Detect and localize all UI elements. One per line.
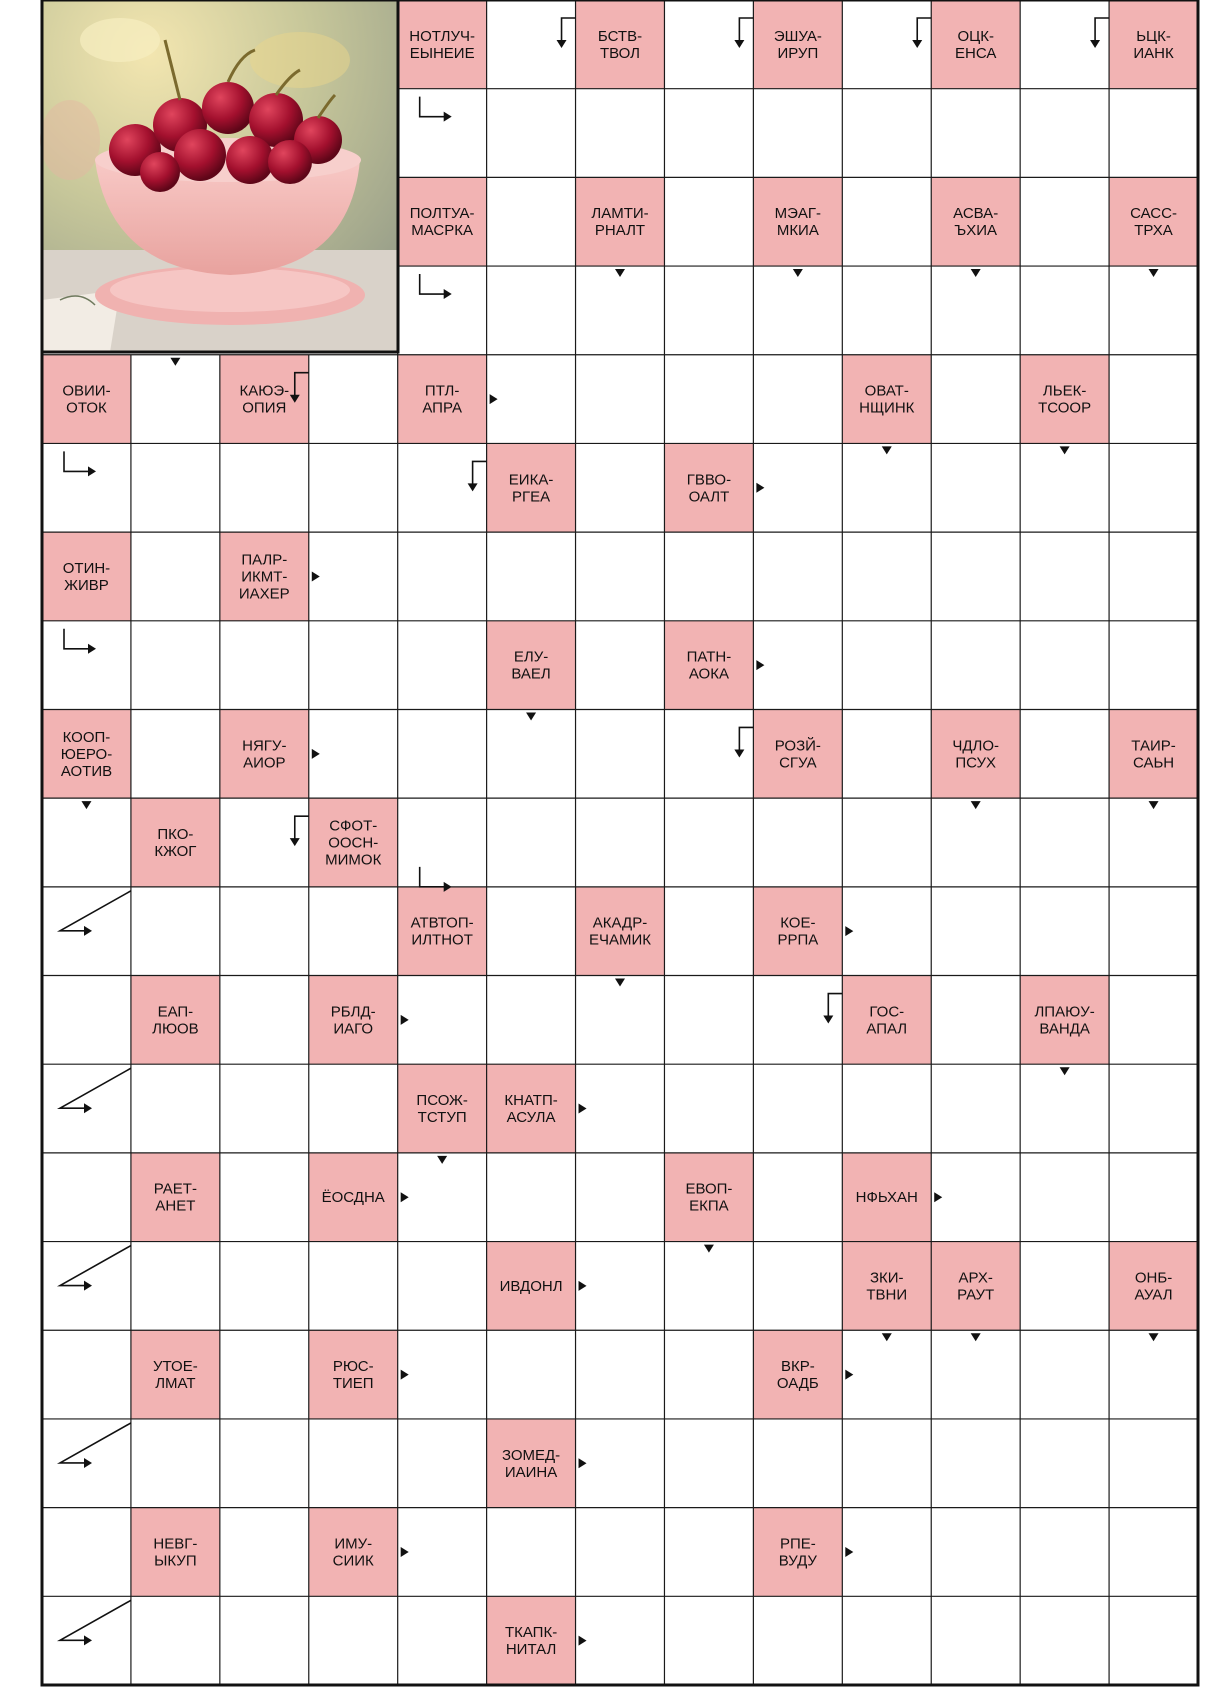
clue-cell bbox=[309, 976, 398, 1065]
clue-cell bbox=[576, 0, 665, 89]
clue-text: ГВВО- bbox=[686, 471, 732, 489]
clue-text: НЩИНК bbox=[859, 399, 915, 417]
clue-cell bbox=[1020, 355, 1109, 444]
clue-text: ИАИНА bbox=[504, 1463, 558, 1481]
clue-text: ОАДБ bbox=[776, 1375, 819, 1393]
clue-text: НЕВГ- bbox=[153, 1535, 198, 1553]
clue-cell bbox=[487, 621, 576, 710]
clue-text: НОТЛУЧ- bbox=[409, 27, 476, 45]
arrow-tri-right bbox=[579, 1281, 587, 1291]
clue-text: НФЬХАН bbox=[855, 1189, 918, 1207]
clue-cell bbox=[753, 0, 842, 89]
clue-text: СГУА bbox=[779, 754, 817, 772]
clue-text: ПТЛ- bbox=[424, 382, 460, 400]
clue-text: РГЕА bbox=[512, 488, 551, 506]
clue-cell bbox=[309, 1508, 398, 1597]
clue-text: ЛПАЮУ- bbox=[1034, 1003, 1095, 1021]
arrow-tri-right bbox=[934, 1192, 942, 1202]
arrow-tri-right bbox=[312, 571, 320, 581]
clue-cell bbox=[131, 1330, 220, 1419]
clue-cell bbox=[220, 709, 309, 798]
cherry-bowl-photo bbox=[40, 0, 398, 352]
clue-text: ОВИИ- bbox=[62, 382, 111, 400]
arrow-diag bbox=[60, 1600, 131, 1645]
clue-cell bbox=[398, 0, 487, 89]
clue-text: ОТИН- bbox=[62, 559, 111, 577]
clue-text: ЮЕРО- bbox=[60, 745, 113, 763]
clue-text: ЕЫНЕИЕ bbox=[409, 44, 475, 62]
clue-text: ВАНДА bbox=[1039, 1020, 1090, 1038]
arrow-tri-down bbox=[882, 446, 892, 454]
arrow-tri-right bbox=[756, 660, 764, 670]
clue-text: АОТИВ bbox=[60, 762, 113, 780]
clue-cell bbox=[1020, 976, 1109, 1065]
clue-text: РАУТ bbox=[957, 1286, 995, 1304]
clue-text: ПАТН- bbox=[686, 648, 732, 666]
clue-cell bbox=[1109, 1242, 1198, 1331]
clue-text: ЛЬЕК- bbox=[1042, 382, 1087, 400]
clue-cell bbox=[487, 1596, 576, 1685]
clue-text: ЕКПА bbox=[689, 1197, 729, 1215]
clue-text: ЪХИА bbox=[954, 222, 998, 240]
clue-text: МИМОК bbox=[325, 851, 382, 869]
arrow-tri-down bbox=[1149, 269, 1159, 277]
clue-text: ИАХЕР bbox=[238, 585, 290, 603]
clue-text: ТВНИ bbox=[866, 1286, 908, 1304]
clue-text: ТВОЛ bbox=[599, 44, 641, 62]
arrow-tri-right bbox=[401, 1015, 409, 1025]
clue-text: БСТВ- bbox=[597, 27, 643, 45]
clue-text: МЭАГ- bbox=[774, 205, 822, 223]
clue-text: РЮС- bbox=[332, 1358, 374, 1376]
clue-text: ГОС- bbox=[869, 1003, 905, 1021]
clue-cell bbox=[931, 177, 1020, 266]
clue-text: АКАДР- bbox=[592, 914, 648, 932]
clue-text: ПСОЖ- bbox=[416, 1092, 468, 1110]
arrow-bend-right bbox=[64, 451, 96, 476]
arrow-tri-down bbox=[1149, 1333, 1159, 1341]
clue-text: ПКО- bbox=[157, 826, 194, 843]
clue-text: РПЕ- bbox=[779, 1535, 816, 1553]
arrow-tri-right bbox=[579, 1458, 587, 1468]
clue-text: РОЗЙ- bbox=[774, 737, 821, 755]
arrow-bend-right bbox=[64, 629, 96, 654]
clue-text: ВКР- bbox=[780, 1358, 815, 1376]
clue-text: САЬН bbox=[1132, 754, 1175, 772]
clue-text: САСС- bbox=[1130, 205, 1177, 223]
clue-cell bbox=[931, 1242, 1020, 1331]
clue-text: КАЮЭ- bbox=[239, 382, 290, 400]
clue-cell bbox=[309, 798, 398, 887]
clue-text: ЕЛУ- bbox=[513, 648, 549, 666]
arrow-tri-right bbox=[401, 1547, 409, 1557]
arrow-bend-right bbox=[420, 274, 452, 299]
clue-text: АНЕТ bbox=[155, 1197, 196, 1215]
arrow-tri-right bbox=[490, 394, 498, 404]
arrow-diag bbox=[60, 1068, 131, 1113]
arrow-down bbox=[290, 816, 309, 846]
clue-text: АСВА- bbox=[953, 205, 999, 223]
clue-cell bbox=[398, 887, 487, 976]
clue-text: АИОР bbox=[243, 754, 286, 772]
arrow-tri-down bbox=[704, 1245, 714, 1253]
clue-cell bbox=[398, 1064, 487, 1153]
arrow-tri-down bbox=[1060, 446, 1070, 454]
arrow-down bbox=[1090, 18, 1109, 48]
clue-cell bbox=[487, 1419, 576, 1508]
arrow-tri-down bbox=[1060, 1067, 1070, 1075]
clue-cell bbox=[309, 1153, 398, 1242]
clue-text: ТРХА bbox=[1134, 222, 1173, 240]
clue-text: ЕАП- bbox=[157, 1003, 194, 1021]
arrow-tri-down bbox=[81, 801, 91, 809]
clue-cell bbox=[487, 1242, 576, 1331]
clue-cell bbox=[309, 1330, 398, 1419]
clue-text: АСУЛА bbox=[506, 1109, 556, 1127]
clue-text: ОВАТ- bbox=[864, 382, 909, 400]
clue-text: ТИЕП bbox=[332, 1375, 374, 1393]
clue-cell bbox=[1109, 709, 1198, 798]
clue-text: ИРУП bbox=[777, 44, 819, 62]
clue-text: ЧДЛО- bbox=[952, 737, 1000, 755]
clue-text: УТОЕ- bbox=[153, 1358, 198, 1376]
arrow-tri-down bbox=[971, 269, 981, 277]
clue-text: НИТАЛ bbox=[505, 1641, 557, 1659]
clue-text: ПАЛР- bbox=[241, 551, 288, 569]
clue-text: РАЕТ- bbox=[153, 1180, 197, 1198]
clue-text: КЖОГ bbox=[154, 843, 197, 860]
clue-text: ИАГО bbox=[333, 1020, 374, 1038]
arrow-tri-right bbox=[756, 483, 764, 493]
clue-cell bbox=[842, 1153, 931, 1242]
clue-text: ЛАМТИ- bbox=[591, 205, 649, 223]
clue-cell bbox=[487, 1064, 576, 1153]
clue-cell bbox=[842, 355, 931, 444]
clue-text: ОАЛТ bbox=[688, 488, 730, 506]
arrow-tri-right bbox=[401, 1370, 409, 1380]
clue-text: ОНБ- bbox=[1134, 1269, 1173, 1287]
clue-cell bbox=[1109, 0, 1198, 89]
arrow-tri-down bbox=[437, 1156, 447, 1164]
clue-cell bbox=[753, 1330, 842, 1419]
clue-cell bbox=[42, 355, 131, 444]
clue-text: ЕИКА- bbox=[508, 471, 554, 489]
clue-text: ИАНК bbox=[1133, 44, 1174, 62]
clue-text: ПОЛТУА- bbox=[409, 205, 475, 223]
clue-text: АОКА bbox=[688, 665, 729, 683]
clue-cell bbox=[753, 887, 842, 976]
arrow-tri-down bbox=[1149, 801, 1159, 809]
clue-text: ООСН- bbox=[328, 834, 379, 852]
clue-cell bbox=[753, 709, 842, 798]
clue-text: ИМУ- bbox=[334, 1535, 373, 1553]
clue-text: РБЛД- bbox=[330, 1003, 376, 1021]
clue-cell bbox=[842, 1242, 931, 1331]
arrow-down bbox=[912, 18, 931, 48]
clue-text: ТСООР bbox=[1038, 399, 1092, 417]
clue-text: ЗКИ- bbox=[869, 1269, 904, 1287]
clue-text: АРХ- bbox=[958, 1269, 993, 1287]
clue-cell bbox=[131, 798, 220, 887]
arrow-diag bbox=[60, 1246, 131, 1291]
clue-cell bbox=[220, 532, 309, 621]
clue-cell bbox=[664, 1153, 753, 1242]
clue-text: ЭШУА- bbox=[773, 27, 822, 45]
arrow-tri-down bbox=[971, 801, 981, 809]
clue-text: ТАИР- bbox=[1131, 737, 1176, 755]
clue-text: ИВДОНЛ bbox=[499, 1277, 563, 1295]
clue-text: ПСУХ bbox=[955, 754, 997, 772]
arrow-bend-right bbox=[420, 97, 452, 122]
clue-text: КОЕ- bbox=[780, 914, 816, 932]
arrow-tri-down bbox=[170, 358, 180, 366]
arrow-tri-right bbox=[312, 749, 320, 759]
arrow-down bbox=[734, 727, 753, 757]
arrow-tri-down bbox=[615, 979, 625, 987]
arrow-tri-right bbox=[579, 1636, 587, 1646]
clue-text: ЕВОП- bbox=[685, 1180, 733, 1198]
clue-text: МКИА bbox=[776, 222, 819, 240]
arrow-tri-right bbox=[845, 926, 853, 936]
clue-text: НЯГУ- bbox=[242, 737, 287, 755]
clue-cell bbox=[576, 887, 665, 976]
clue-text: АПАЛ bbox=[866, 1020, 908, 1038]
clue-text: ОТОК bbox=[66, 399, 107, 417]
clue-cell bbox=[131, 976, 220, 1065]
clue-text: АУАЛ bbox=[1134, 1286, 1173, 1304]
arrow-down bbox=[823, 994, 842, 1024]
clue-text: СФОТ- bbox=[329, 817, 378, 835]
clue-cell bbox=[753, 1508, 842, 1597]
clue-text: ЕЧАМИК bbox=[588, 931, 652, 949]
clue-cell bbox=[1109, 177, 1198, 266]
clue-cell bbox=[753, 177, 842, 266]
arrow-tri-right bbox=[845, 1370, 853, 1380]
arrow-down bbox=[734, 18, 753, 48]
clue-text: ОПИЯ bbox=[242, 399, 287, 417]
clue-text: ТСТУП bbox=[417, 1109, 467, 1127]
clue-text: ЬЦК- bbox=[1136, 27, 1171, 45]
arrow-tri-right bbox=[579, 1104, 587, 1114]
clue-text: ИКМТ- bbox=[241, 568, 288, 586]
clue-text: ИЛТНОТ bbox=[411, 931, 473, 949]
clue-text: ОЦК- bbox=[957, 27, 994, 45]
clue-cell bbox=[398, 177, 487, 266]
clue-cell bbox=[42, 709, 131, 798]
arrow-tri-right bbox=[401, 1192, 409, 1202]
arrow-diag bbox=[60, 891, 131, 936]
clue-cell bbox=[131, 1508, 220, 1597]
arrow-down bbox=[557, 18, 576, 48]
clue-cell bbox=[664, 621, 753, 710]
clue-text: РРПА bbox=[777, 931, 819, 949]
arrow-tri-down bbox=[526, 712, 536, 720]
clue-text: ЕНСА bbox=[955, 44, 997, 62]
clue-text: АПРА bbox=[422, 399, 462, 417]
clue-text: СИИК bbox=[332, 1552, 374, 1570]
clue-text: МАСРКА bbox=[411, 222, 474, 240]
arrow-tri-down bbox=[615, 269, 625, 277]
arrow-tri-down bbox=[882, 1333, 892, 1341]
clue-cell bbox=[931, 0, 1020, 89]
clue-cell bbox=[842, 976, 931, 1065]
clue-cell bbox=[931, 709, 1020, 798]
clue-cell bbox=[42, 532, 131, 621]
clue-text: КНАТП- bbox=[504, 1092, 558, 1110]
arrow-tri-right bbox=[845, 1547, 853, 1557]
clue-text: ЖИВР bbox=[64, 576, 109, 594]
clue-cell bbox=[487, 443, 576, 532]
clue-text: ЫКУП bbox=[154, 1552, 197, 1570]
clue-cell bbox=[131, 1153, 220, 1242]
clue-text: ЗОМЕД- bbox=[501, 1446, 561, 1464]
clue-text: ВУДУ bbox=[778, 1552, 817, 1570]
arrow-diag bbox=[60, 1423, 131, 1468]
arrow-down bbox=[468, 461, 487, 491]
clue-text: ВАЕЛ bbox=[511, 665, 551, 683]
clue-text: ТКАПК- bbox=[504, 1624, 558, 1642]
clue-text: АТВТОП- bbox=[410, 914, 474, 932]
clue-cell bbox=[664, 443, 753, 532]
arrow-tri-down bbox=[793, 269, 803, 277]
clue-text: РНАЛТ bbox=[594, 222, 646, 240]
clue-text: ЛМАТ bbox=[155, 1375, 196, 1393]
clue-text: ЁОСДНА bbox=[321, 1189, 385, 1207]
arrow-tri-down bbox=[971, 1333, 981, 1341]
clue-cell bbox=[576, 177, 665, 266]
clue-text: КООП- bbox=[62, 728, 111, 746]
clue-cell bbox=[398, 355, 487, 444]
clue-text: ЛЮОВ bbox=[152, 1020, 199, 1038]
